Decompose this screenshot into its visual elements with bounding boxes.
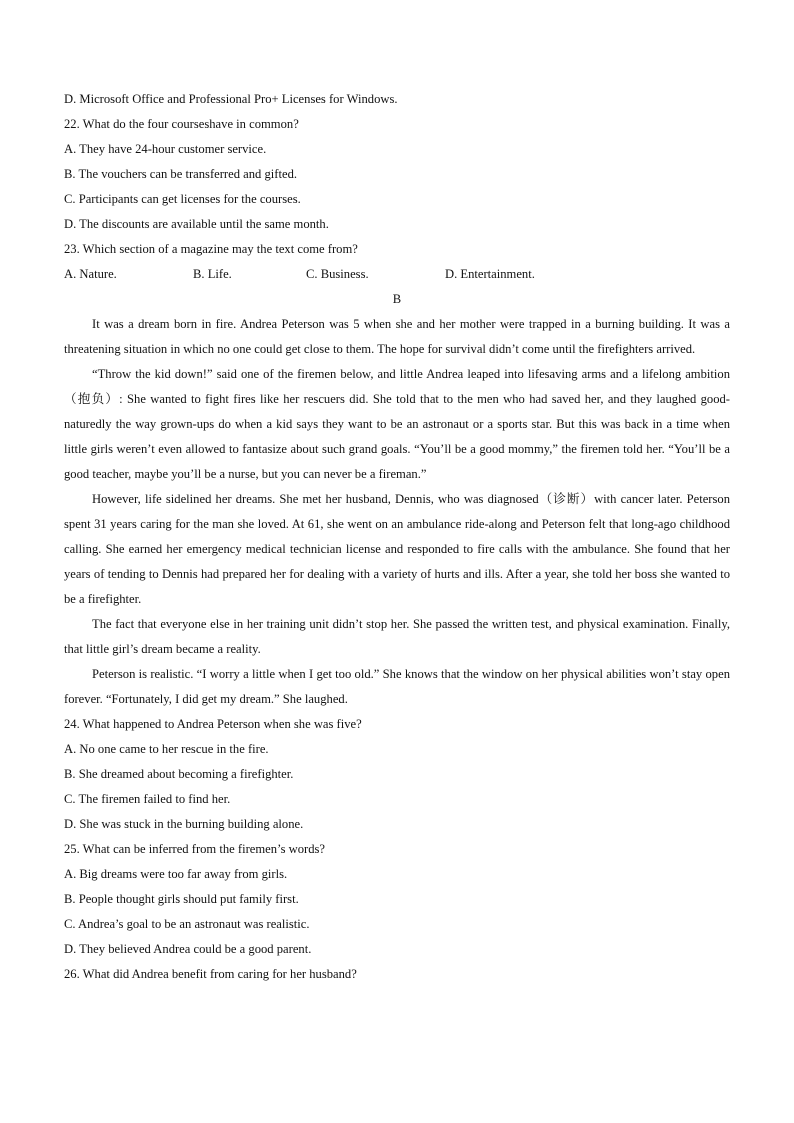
q26-question: 26. What did Andrea benefit from caring for her husband? xyxy=(64,967,357,981)
q24-question: 24. What happened to Andrea Peterson when she was five? xyxy=(64,717,362,731)
section-b-label: B xyxy=(392,292,402,306)
q22-option-a: A. They have 24-hour customer service. xyxy=(64,142,267,156)
q25-option-b: B. People thought girls should put family first. xyxy=(64,892,299,906)
q24-option-c: C. The firemen failed to find her. xyxy=(64,792,231,806)
passage-paragraph-2: “Throw the kid down!” said one of the firemen below, and little Andrea leaped into lifesaving arms and a lifelong ambition（抱负）: She wanted to fight fires like her rescuers did. She told that to the men who had saved her, and they laughed good-naturedly the way grown-ups do when a kid says they want to be an astronaut or a sports star. But this was back in a time when little girls weren’t even allowed to fantasize about such grand goals. “You’ll be a good mommy,” the firemen told her. “You’ll be a good teacher, maybe you’ll be a nurse, but you can never be a fireman.” xyxy=(64,367,730,481)
q23-option-a: A. Nature. xyxy=(64,267,117,281)
q24-option-b: B. She dreamed about becoming a firefighter. xyxy=(64,767,294,781)
q24-option-a: A. No one came to her rescue in the fire. xyxy=(64,742,269,756)
q25-question: 25. What can be inferred from the firemen’s words? xyxy=(64,842,325,856)
q25-option-a: A. Big dreams were too far away from girls. xyxy=(64,867,288,881)
passage-paragraph-5: Peterson is realistic. “I worry a little when I get too old.” She knows that the window on her physical abilities won’t stay open forever. “Fortunately, I did get my dream.” She laughed. xyxy=(64,667,730,706)
q23-option-d: D. Entertainment. xyxy=(445,267,535,281)
exam-page xyxy=(64,87,730,987)
q22-question: 22. What do the four courseshave in common? xyxy=(64,117,299,131)
q24-option-d: D. She was stuck in the burning building alone. xyxy=(64,817,304,831)
q25-option-c: C. Andrea’s goal to be an astronaut was realistic. xyxy=(64,917,310,931)
passage-paragraph-4: The fact that everyone else in her training unit didn’t stop her. She passed the written test, and physical examination. Finally, that little girl’s dream became a reality. xyxy=(64,617,730,656)
q22-option-d: D. The discounts are available until the same month. xyxy=(64,217,329,231)
passage-paragraph-3: However, life sidelined her dreams. She met her husband, Dennis, who was diagnosed（诊断）with cancer later. Peterson spent 31 years caring for the man she loved. At 61, she went on an ambulance ride-along and Peterson felt that long-ago childhood calling. She earned her emergency medical technician license and responded to fire calls with the ambulance. She found that her years of tending to Dennis had prepared her for dealing with a variety of hurts and ills. After a year, she told her boss she wanted to be a firefighter. xyxy=(64,492,730,606)
q22-option-b: B. The vouchers can be transferred and gifted. xyxy=(64,167,298,181)
q23-options xyxy=(64,262,730,287)
q25-option-d: D. They believed Andrea could be a good parent. xyxy=(64,942,312,956)
q23-question: 23. Which section of a magazine may the text come from? xyxy=(64,242,358,256)
q21-option-d: D. Microsoft Office and Professional Pro+ Licenses for Windows. xyxy=(64,92,398,106)
q23-option-c: C. Business. xyxy=(306,267,369,281)
passage-paragraph-1: It was a dream born in fire. Andrea Peterson was 5 when she and her mother were trapped in a burning building. It was a threatening situation in which no one could get close to them. The hope for survival didn’t come until the firefighters arrived. xyxy=(64,317,730,356)
q23-option-b: B. Life. xyxy=(193,267,232,281)
q22-option-c: C. Participants can get licenses for the courses. xyxy=(64,192,301,206)
